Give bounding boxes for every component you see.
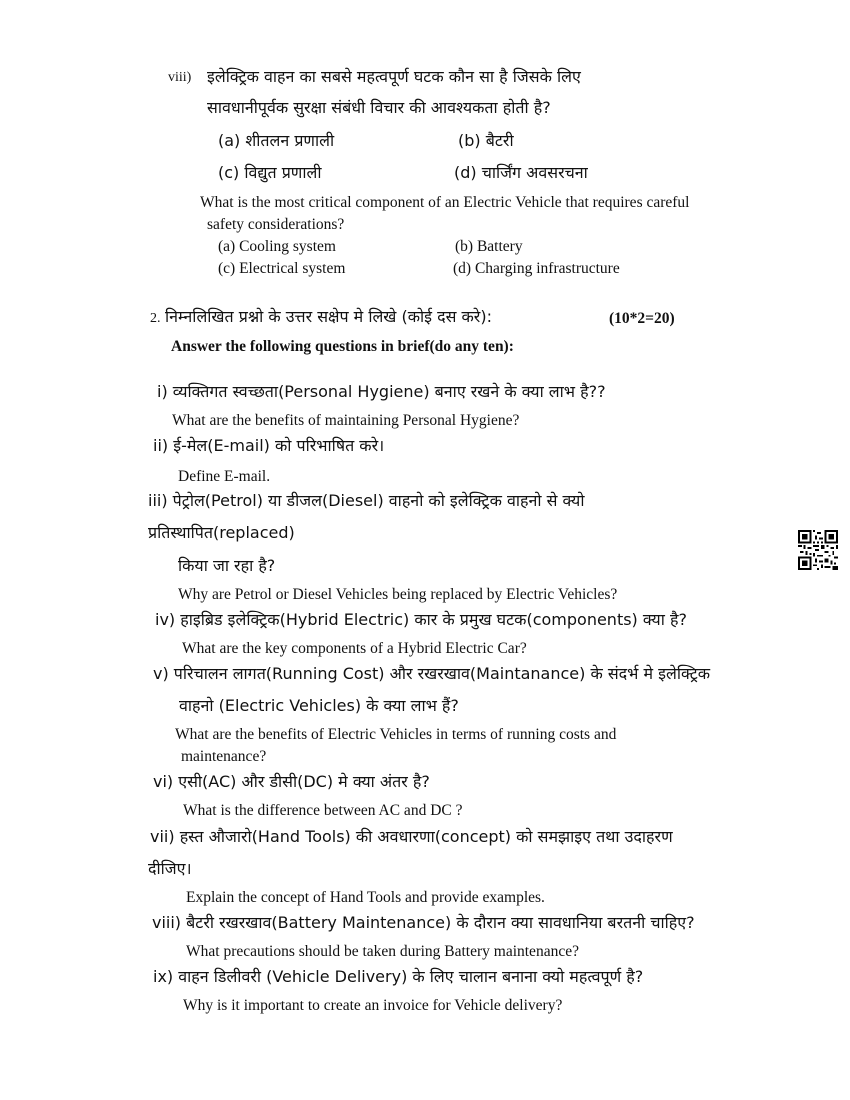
- question-english: What precautions should be taken during Battery maintenance?: [186, 943, 579, 960]
- section-number: 2.: [150, 311, 161, 326]
- option-b-english: (b) Battery: [455, 238, 523, 255]
- option-c-hindi: (c) विद्युत प्रणाली: [218, 163, 322, 182]
- question-hindi: iii) पेट्रोल(Petrol) या डीजल(Diesel) वाहनो को इलेक्ट्रिक वाहनो से क्यो: [148, 491, 585, 510]
- option-c-english: (c) Electrical system: [218, 260, 346, 277]
- question-hindi: दीजिए।: [148, 859, 192, 878]
- question-english: What are the benefits of maintaining Personal Hygiene?: [172, 412, 520, 429]
- section-marks: (10*2=20): [609, 310, 675, 327]
- question-english: Define E-mail.: [178, 468, 271, 485]
- question-hindi: viii) बैटरी रखरखाव(Battery Maintenance) के दौरान क्या सावधानिया बरतनी चाहिए?: [152, 913, 695, 932]
- question-hindi: i) व्यक्तिगत स्वच्छता(Personal Hygiene) बनाए रखने के क्या लाभ है??: [157, 382, 606, 401]
- question-english: Why are Petrol or Diesel Vehicles being replaced by Electric Vehicles?: [178, 586, 618, 603]
- question-hindi-line: सावधानीपूर्वक सुरक्षा संबंधी विचार की आवश्यकता होती है?: [207, 98, 551, 117]
- question-number: viii): [168, 70, 192, 85]
- qr-code-icon: [798, 530, 838, 570]
- question-hindi: iv) हाइब्रिड इलेक्ट्रिक(Hybrid Electric) कार के प्रमुख घटक(components) क्या है?: [155, 610, 687, 629]
- question-english-line: safety considerations?: [207, 216, 345, 233]
- question-hindi-line: इलेक्ट्रिक वाहन का सबसे महत्वपूर्ण घटक कौन सा है जिसके लिए: [207, 67, 581, 86]
- question-english: What is the difference between AC and DC ?: [183, 802, 463, 819]
- question-hindi: vii) हस्त औजारो(Hand Tools) की अवधारणा(concept) को समझाइए तथा उदाहरण: [150, 827, 673, 846]
- option-a-hindi: (a) शीतलन प्रणाली: [218, 131, 335, 150]
- question-english: Why is it important to create an invoice for Vehicle delivery?: [183, 997, 563, 1014]
- question-hindi: ii) ई-मेल(E-mail) को परिभाषित करे।: [153, 436, 385, 455]
- question-hindi: किया जा रहा है?: [178, 556, 276, 575]
- option-d-hindi: (d) चार्जिंग अवसरचना: [454, 163, 588, 182]
- question-hindi: ix) वाहन डिलीवरी (Vehicle Delivery) के लिए चालान बनाना क्यो महत्वपूर्ण है?: [153, 967, 644, 986]
- question-hindi: वाहनो (Electric Vehicles) के क्या लाभ हैं?: [179, 696, 459, 715]
- option-b-hindi: (b) बैटरी: [458, 131, 514, 150]
- question-hindi: v) परिचालन लागत(Running Cost) और रखरखाव(Maintanance) के संदर्भ मे इलेक्ट्रिक: [153, 664, 711, 683]
- question-english: What are the key components of a Hybrid Electric Car?: [182, 640, 527, 657]
- question-english-line: What is the most critical component of an Electric Vehicle that requires careful: [200, 194, 690, 211]
- question-hindi: प्रतिस्थापित(replaced): [148, 523, 295, 542]
- question-english: What are the benefits of Electric Vehicles in terms of running costs and: [175, 726, 617, 743]
- question-english: Explain the concept of Hand Tools and provide examples.: [186, 889, 545, 906]
- question-hindi: vi) एसी(AC) और डीसी(DC) मे क्या अंतर है?: [153, 772, 430, 791]
- question-english: maintenance?: [181, 748, 267, 765]
- section-heading-english: Answer the following questions in brief(do any ten):: [171, 338, 514, 355]
- option-a-english: (a) Cooling system: [218, 238, 336, 255]
- section-heading-hindi: निम्नलिखित प्रश्नो के उत्तर सक्षेप मे लिखे (कोई दस करे):: [165, 307, 492, 326]
- option-d-english: (d) Charging infrastructure: [453, 260, 620, 277]
